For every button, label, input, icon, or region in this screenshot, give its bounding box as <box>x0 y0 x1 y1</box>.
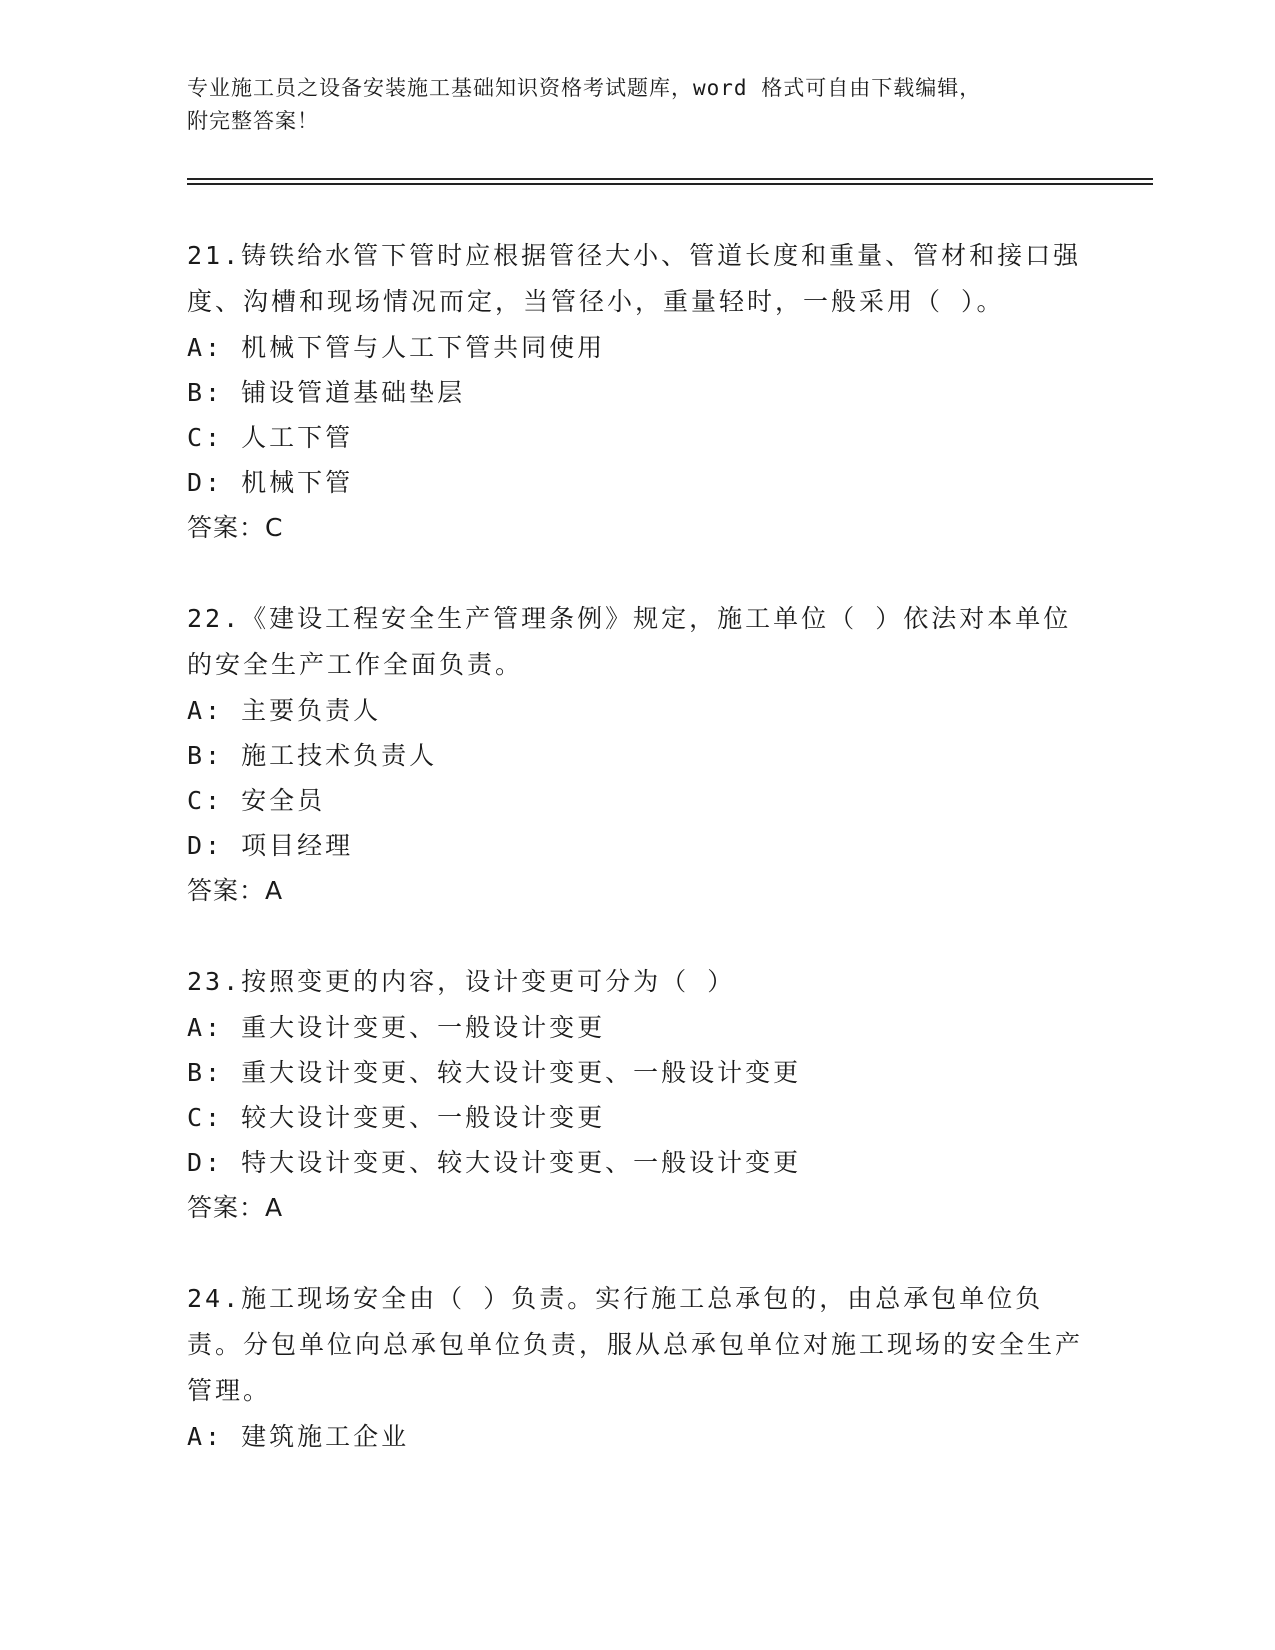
answer: 答案：A <box>187 1193 284 1222</box>
question-stem: 24.施工现场安全由（ ）负责。实行施工总承包的，由总承包单位负责。分包单位向总承包单位负责，服从总承包单位对施工现场的安全生产管理。 <box>187 1284 1084 1405</box>
option-c: C: 人工下管 <box>187 423 354 452</box>
option-d: D: 项目经理 <box>187 831 354 860</box>
option-a: A: 重大设计变更、一般设计变更 <box>187 1013 606 1042</box>
question-stem: 22.《建设工程安全生产管理条例》规定，施工单位（ ）依法对本单位的安全生产工作全面负责。 <box>187 604 1072 679</box>
question-21 <box>187 233 1087 551</box>
answer: 答案：C <box>187 513 284 542</box>
document-intro <box>187 72 1087 138</box>
question-24 <box>187 1276 1087 1459</box>
option-d: D: 机械下管 <box>187 468 354 497</box>
option-d: D: 特大设计变更、较大设计变更、一般设计变更 <box>187 1148 802 1177</box>
header-rule-bottom <box>187 183 1153 185</box>
question-stem: 23.按照变更的内容，设计变更可分为（ ） <box>187 967 736 996</box>
question-22 <box>187 596 1087 914</box>
intro-line-2: 附完整答案！ <box>187 109 319 133</box>
header-rule-top <box>187 178 1153 180</box>
option-c: C: 安全员 <box>187 786 326 815</box>
question-list <box>187 233 1087 1504</box>
question-stem: 21.铸铁给水管下管时应根据管径大小、管道长度和重量、管材和接口强度、沟槽和现场情况而定，当管径小，重量轻时，一般采用（ ）。 <box>187 241 1082 316</box>
option-a: A: 主要负责人 <box>187 696 382 725</box>
intro-line-1: 专业施工员之设备安装施工基础知识资格考试题库，word 格式可自由下载编辑， <box>187 76 982 100</box>
option-a: A: 机械下管与人工下管共同使用 <box>187 333 606 362</box>
option-b: B: 施工技术负责人 <box>187 741 438 770</box>
option-c: C: 较大设计变更、一般设计变更 <box>187 1103 606 1132</box>
option-a: A: 建筑施工企业 <box>187 1422 410 1451</box>
option-b: B: 重大设计变更、较大设计变更、一般设计变更 <box>187 1058 802 1087</box>
question-23 <box>187 959 1087 1231</box>
answer: 答案：A <box>187 876 284 905</box>
option-b: B: 铺设管道基础垫层 <box>187 378 466 407</box>
